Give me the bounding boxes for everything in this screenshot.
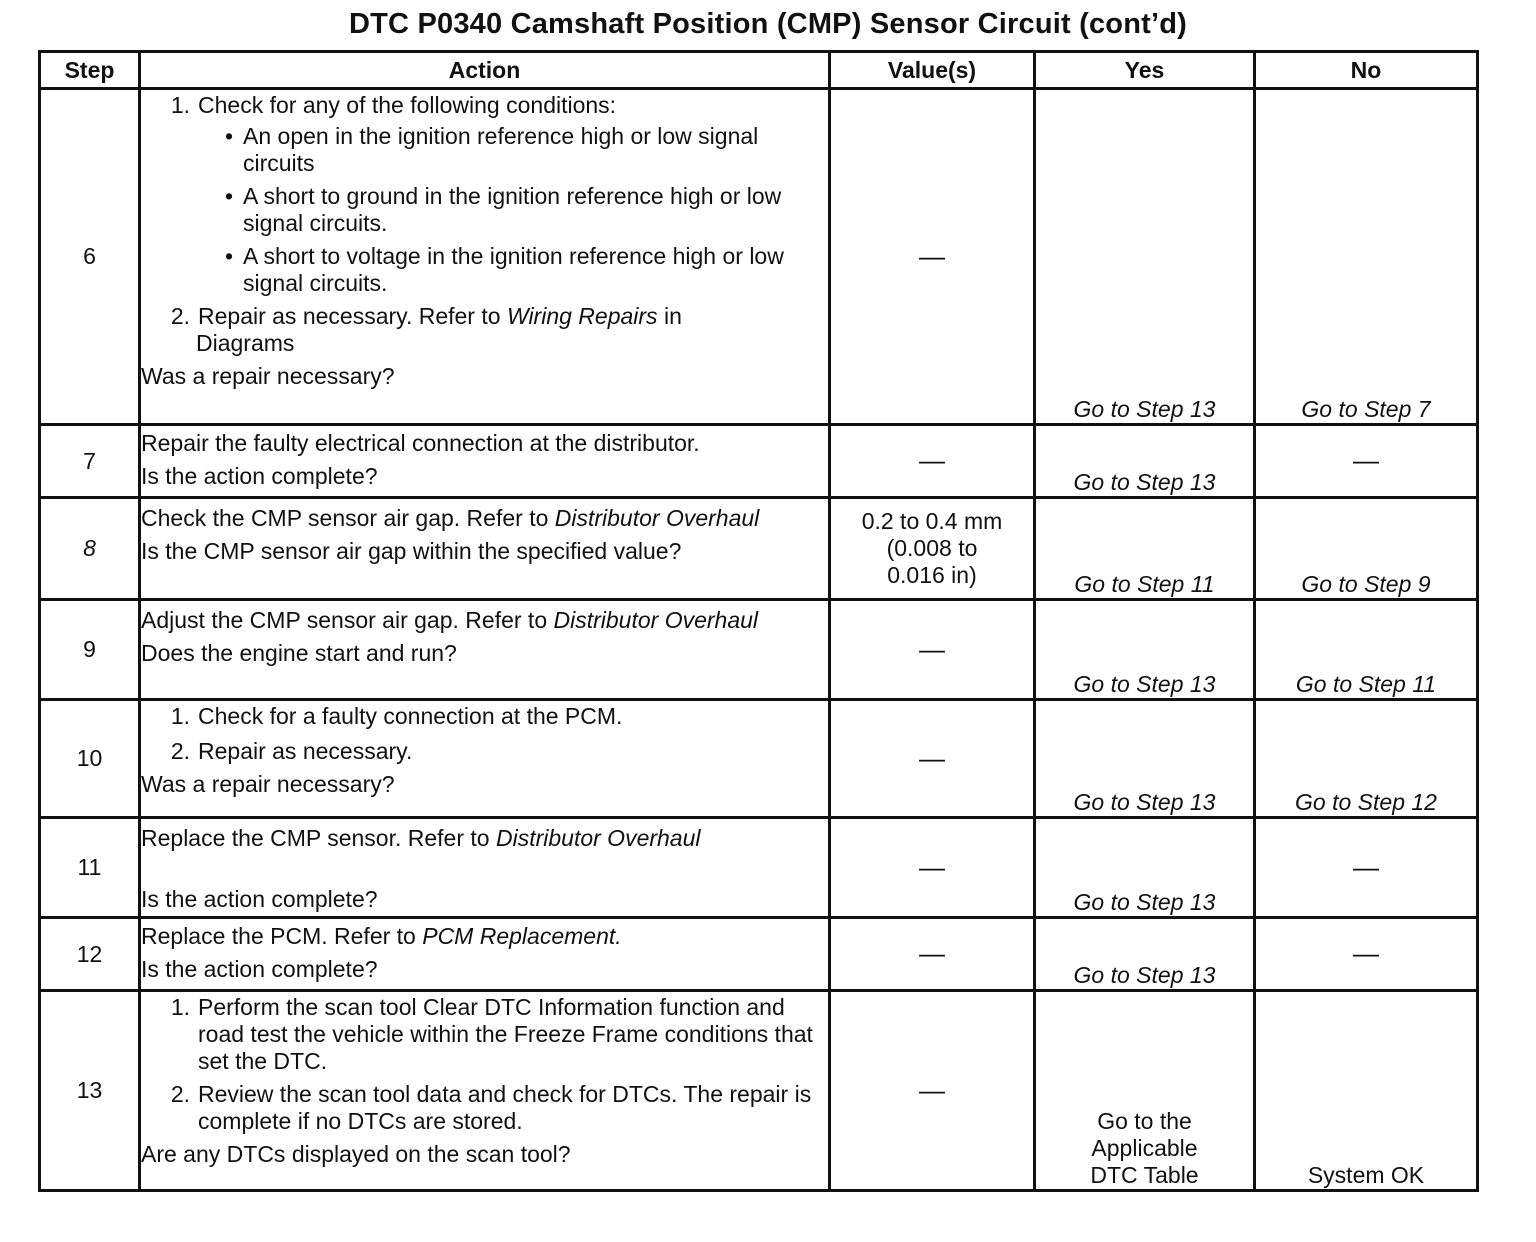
question: Is the action complete? xyxy=(141,956,378,982)
step-number: 10 xyxy=(40,700,140,818)
value-cell: — xyxy=(830,991,1035,1191)
question: Is the action complete? xyxy=(141,463,378,489)
numbered-item: 2. Repair as necessary. Refer to Wiring Repairs in xyxy=(170,303,682,329)
bullet-item: • An open in the ignition reference high or low signal circuits xyxy=(224,123,759,176)
question: Was a repair necessary? xyxy=(141,771,395,797)
yes-cell[interactable]: Go to Step 13 xyxy=(1035,700,1255,818)
numbered-item: 1. Perform the scan tool Clear DTC Information function and road test the vehicle within the Freeze Frame conditions that set the DTC. xyxy=(170,994,813,1074)
value-cell: — xyxy=(830,425,1035,498)
header-row xyxy=(40,52,1478,89)
question: Are any DTCs displayed on the scan tool? xyxy=(141,1141,571,1167)
value-cell: — xyxy=(830,89,1035,425)
step-number: 9 xyxy=(40,600,140,700)
yes-cell[interactable]: Go to Step 13 xyxy=(1035,918,1255,991)
bullet-item: • A short to voltage in the ignition reference high or low signal circuits. xyxy=(224,243,784,296)
step-number: 12 xyxy=(40,918,140,991)
reference-link[interactable]: Distributor Overhaul xyxy=(495,825,701,851)
value-cell: — xyxy=(830,700,1035,818)
action-cell xyxy=(140,700,830,818)
table-row-step-6 xyxy=(40,89,1478,425)
action-cell: Check the CMP sensor air gap. Refer to Distributor Overhaul Is the CMP sensor air gap within the specified value? xyxy=(140,498,830,600)
action-cell: Replace the CMP sensor. Refer to Distributor Overhaul Is the action complete? xyxy=(140,818,830,918)
header-value: Value(s) xyxy=(830,52,1035,89)
value-cell: 0.2 to 0.4 mm (0.008 to 0.016 in) xyxy=(830,498,1035,600)
reference-link[interactable]: PCM Replacement. xyxy=(422,923,622,949)
page-title: DTC P0340 Camshaft Position (CMP) Sensor Circuit (cont’d) xyxy=(349,8,1187,40)
question: Does the engine start and run? xyxy=(141,640,457,666)
header-no: No xyxy=(1255,52,1478,89)
numbered-item: 2. Review the scan tool data and check for DTCs. The repair is complete if no DTCs are stored. xyxy=(170,1081,812,1134)
header-step: Step xyxy=(40,52,140,89)
step-number: 8 xyxy=(40,498,140,600)
numbered-item: 1. Check for any of the following conditions: xyxy=(170,92,617,118)
action-cell xyxy=(140,991,830,1191)
header-action: Action xyxy=(140,52,830,89)
numbered-item-continuation: Diagrams xyxy=(196,330,295,356)
numbered-item: 2. Repair as necessary. xyxy=(170,738,413,764)
yes-cell[interactable]: Go to Step 13 xyxy=(1035,425,1255,498)
reference-link[interactable]: Wiring Repairs xyxy=(506,303,658,329)
step-number: 6 xyxy=(40,89,140,425)
table-row-step-12 xyxy=(40,918,1478,991)
value-cell: — xyxy=(830,600,1035,700)
bullet-item: • A short to ground in the ignition reference high or low signal circuits. xyxy=(224,183,782,236)
value-cell: — xyxy=(830,918,1035,991)
table-row-step-9 xyxy=(40,600,1478,700)
no-cell[interactable]: Go to Step 11 xyxy=(1255,600,1478,700)
action-cell: Replace the PCM. Refer to PCM Replacement. Is the action complete? xyxy=(140,918,830,991)
no-cell: — xyxy=(1255,818,1478,918)
step-number: 7 xyxy=(40,425,140,498)
diagnostic-table xyxy=(38,50,1479,1192)
table-row-step-11 xyxy=(40,818,1478,918)
header-yes: Yes xyxy=(1035,52,1255,89)
no-cell[interactable]: Go to Step 7 xyxy=(1255,89,1478,425)
step-number: 11 xyxy=(40,818,140,918)
yes-cell[interactable]: Go to Step 11 xyxy=(1035,498,1255,600)
question: Is the action complete? xyxy=(141,886,378,912)
question: Is the CMP sensor air gap within the specified value? xyxy=(141,538,682,564)
yes-cell[interactable]: Go to Step 13 xyxy=(1035,818,1255,918)
action-cell: Repair the faulty electrical connection at the distributor. Is the action complete? xyxy=(140,425,830,498)
yes-cell[interactable]: Go to the Applicable DTC Table xyxy=(1035,991,1255,1191)
no-cell[interactable]: Go to Step 12 xyxy=(1255,700,1478,818)
step-number: 13 xyxy=(40,991,140,1191)
numbered-item: 1. Check for a faulty connection at the PCM. xyxy=(170,703,623,729)
question: Was a repair necessary? xyxy=(141,363,395,389)
table-row-step-13 xyxy=(40,991,1478,1191)
no-cell[interactable]: Go to Step 9 xyxy=(1255,498,1478,600)
reference-link[interactable]: Distributor Overhaul xyxy=(554,505,760,531)
reference-link[interactable]: Distributor Overhaul xyxy=(553,607,759,633)
table-row-step-7 xyxy=(40,425,1478,498)
table-row-step-10 xyxy=(40,700,1478,818)
no-cell: — xyxy=(1255,425,1478,498)
action-cell: Adjust the CMP sensor air gap. Refer to Distributor Overhaul Does the engine start and run? xyxy=(140,600,830,700)
no-cell[interactable]: System OK xyxy=(1255,991,1478,1191)
yes-cell[interactable]: Go to Step 13 xyxy=(1035,600,1255,700)
action-cell xyxy=(140,89,830,425)
value-cell: — xyxy=(830,818,1035,918)
no-cell: — xyxy=(1255,918,1478,991)
yes-cell[interactable]: Go to Step 13 xyxy=(1035,89,1255,425)
table-row-step-8 xyxy=(40,498,1478,600)
